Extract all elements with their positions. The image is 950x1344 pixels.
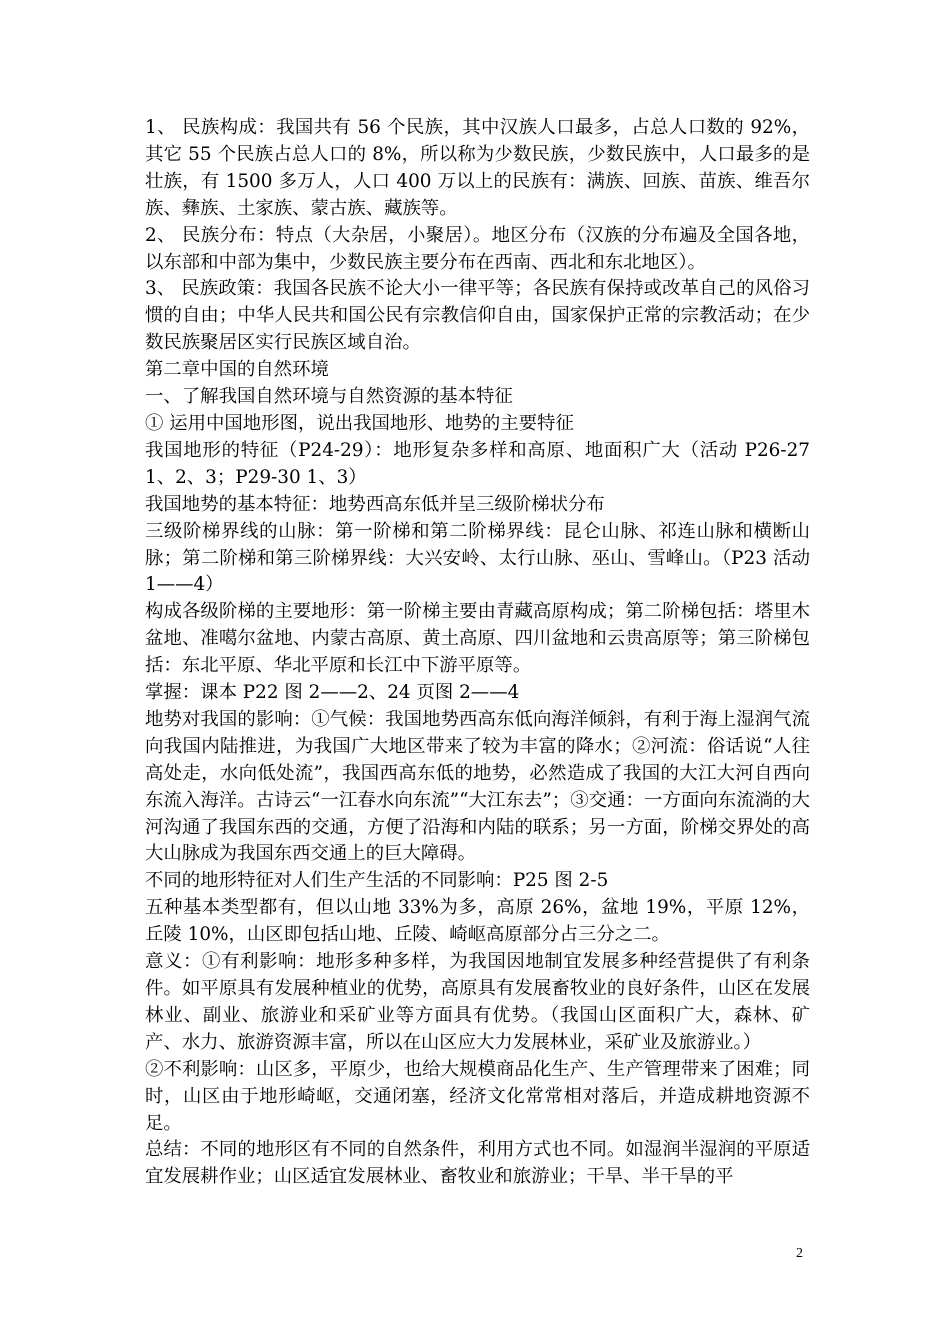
paragraph-master-figures: 掌握：课本 P22 图 2——2、24 页图 2——4	[145, 682, 520, 704]
paragraph-landform-types: 五种基本类型都有，但以山地 33%为多，高原 26%，盆地 19%，平原 12%，丘陵 10%，山区即包括山地、丘陵、崎岖高原部分占三分之二。	[145, 897, 810, 946]
paragraph-step-boundaries: 三级阶梯界线的山脉：第一阶梯和第二阶梯界线：昆仑山脉、祁连山脉和横断山脉；第二阶梯和第三阶梯界线：大兴安岭、太行山脉、巫山、雪峰山。（P23 活动 1——4）	[145, 520, 810, 596]
subsection-heading: ① 运用中国地形图，说出我国地形、地势的主要特征	[145, 412, 574, 434]
paragraph-terrain-impact: 不同的地形特征对人们生产生活的不同影响：P25 图 2-5	[145, 870, 609, 892]
chapter-heading: 第二章中国的自然环境	[145, 359, 329, 381]
document-body	[145, 115, 810, 1191]
paragraph-step-landforms: 构成各级阶梯的主要地形：第一阶梯主要由青藏高原构成；第二阶梯包括：塔里木盆地、准噶尔盆地、内蒙古高原、黄土高原、四川盆地和云贵高原等；第三阶梯包括：东北平原、华北平原和长江中下游平原等。	[145, 601, 810, 677]
paragraph-ethnic-composition: 1、 民族构成：我国共有 56 个民族，其中汉族人口最多，占总人口数的 92%，其它 55 个民族占总人口的 8%，所以称为少数民族，少数民族中，人口最多的是壮族，有 1500 多万人，人口 400 万以上的民族有：满族、回族、苗族、维吾尔族、彝族、土家族、蒙古族、藏族等。	[145, 117, 810, 219]
paragraph-summary: 总结：不同的地形区有不同的自然条件，利用方式也不同。如湿润半湿润的平原适宜发展耕作业；山区适宜发展林业、畜牧业和旅游业；干旱、半干旱的平	[145, 1139, 810, 1188]
paragraph-ethnic-distribution: 2、 民族分布：特点（大杂居，小聚居）。地区分布（汉族的分布遍及全国各地，以东部和中部为集中，少数民族主要分布在西南、西北和东北地区）。	[145, 224, 810, 273]
page-number: 2	[796, 1246, 803, 1261]
paragraph-elevation-impact: 地势对我国的影响：①气候：我国地势西高东低向海洋倾斜，有利于海上湿润气流向我国内陆推进，为我国广大地区带来了较为丰富的降水；②河流：俗话说“人往高处走，水向低处流”，我国西高东低的地势，必然造成了我国的大江大河自西向东流入海洋。古诗云“一江春水向东流”“大江东去”；③交通：一方面向东流淌的大河沟通了我国东西的交通，方便了沿海和内陆的联系；另一方面，阶梯交界处的高大山脉成为我国东西交通上的巨大障碍。	[145, 708, 810, 865]
paragraph-significance: 意义：①有利影响：地形多种多样，为我国因地制宜发展多种经营提供了有利条件。如平原具有发展种植业的优势，高原具有发展畜牧业的良好条件，山区在发展林业、副业、旅游业和采矿业等方面具有优势。（我国山区面积广大，森林、矿产、水力、旅游资源丰富，所以在山区应大力发展林业，采矿业及旅游业。）	[145, 951, 810, 1053]
paragraph-elevation-features: 我国地势的基本特征：地势西高东低并呈三级阶梯状分布	[145, 493, 605, 515]
paragraph-negative-impact: ②不利影响：山区多，平原少，也给大规模商品化生产、生产管理带来了困难；同时，山区由于地形崎岖，交通闭塞，经济文化常常相对落后，并造成耕地资源不足。	[145, 1058, 810, 1134]
paragraph-ethnic-policy: 3、 民族政策：我国各民族不论大小一律平等；各民族有保持或改革自己的风俗习惯的自由；中华人民共和国公民有宗教信仰自由，国家保护正常的宗教活动；在少数民族聚居区实行民族区域自治。	[145, 278, 810, 354]
paragraph-terrain-features: 我国地形的特征（P24-29）：地形复杂多样和高原、地面积广大（活动 P26-27 1、2、3；P29-30 1、3）	[145, 439, 810, 488]
section-heading: 一、了解我国自然环境与自然资源的基本特征	[145, 386, 513, 408]
